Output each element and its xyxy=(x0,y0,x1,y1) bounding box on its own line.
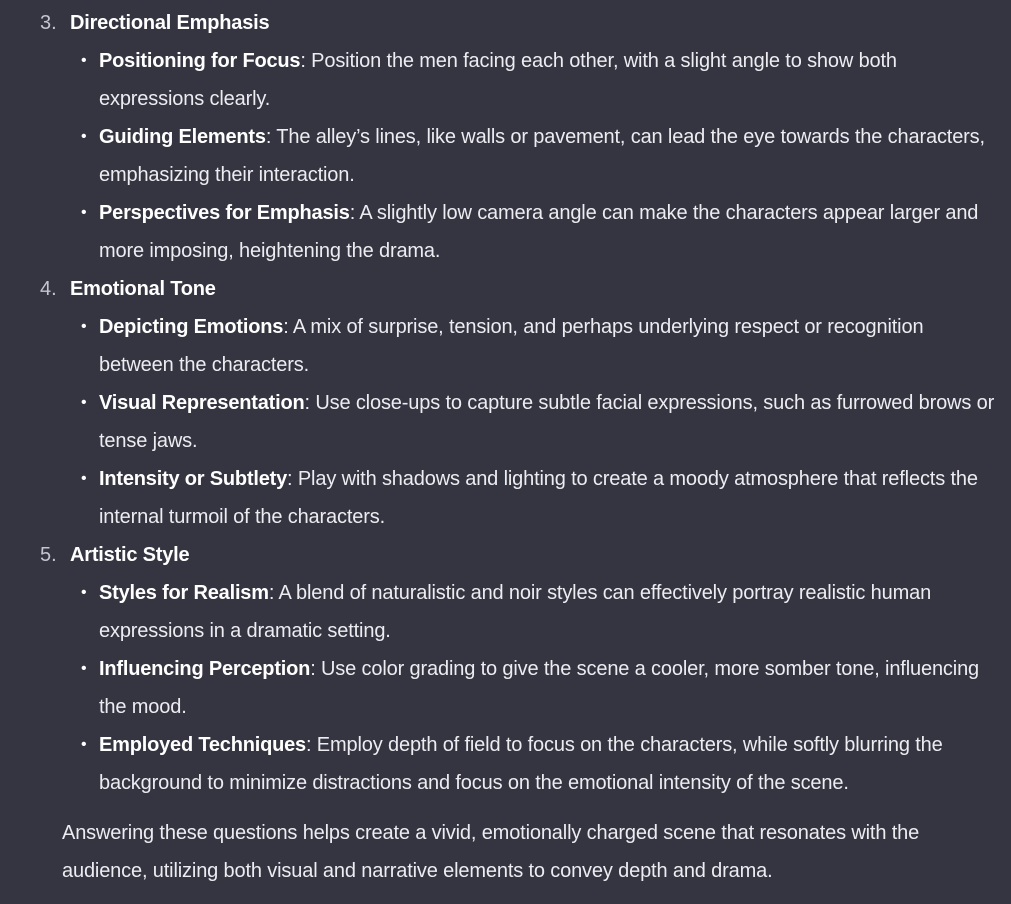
section-number: 4. xyxy=(40,278,57,300)
bullet-dot-icon: • xyxy=(81,660,87,677)
closing-paragraph: Answering these questions helps create a vivid, emotionally charged scene that resonates with the audience, utilizing both visual and narrative elements to convey depth and drama. xyxy=(62,822,920,882)
bullet-label: Depicting Emotions xyxy=(99,316,284,338)
bullet-text: : The alley’s lines, like walls or pavement, can lead the eye towards the characters, emphasizing their interaction. xyxy=(99,126,985,186)
bullet-label: Intensity or Subtlety xyxy=(99,468,288,490)
bullet-dot-icon: • xyxy=(81,736,87,753)
section-heading xyxy=(0,536,1011,574)
section-number: 5. xyxy=(40,544,57,566)
list-item xyxy=(0,460,1011,536)
section-heading xyxy=(0,270,1011,308)
bullet-text: : A slightly low camera angle can make the characters appear larger and more imposing, heightening the drama. xyxy=(99,202,979,262)
bullet-dot-icon: • xyxy=(81,470,87,487)
list-item xyxy=(0,574,1011,650)
list-item xyxy=(0,42,1011,118)
bullet-label: Guiding Elements xyxy=(99,126,266,148)
section-title: Emotional Tone xyxy=(70,278,216,300)
bullet-label: Perspectives for Emphasis xyxy=(99,202,350,224)
bullet-dot-icon: • xyxy=(81,394,87,411)
list-item xyxy=(0,726,1011,802)
bullet-text: : Use color grading to give the scene a cooler, more somber tone, influencing the mood. xyxy=(99,658,980,718)
bullet-text: : Position the men facing each other, with a slight angle to show both expressions clearly. xyxy=(99,50,897,110)
list-item xyxy=(0,194,1011,270)
bullet-label: Visual Representation xyxy=(99,392,305,414)
bullet-dot-icon: • xyxy=(81,584,87,601)
section-directional-emphasis xyxy=(0,4,1011,270)
bullet-label: Styles for Realism xyxy=(99,582,269,604)
bullet-dot-icon: • xyxy=(81,52,87,69)
section-title: Directional Emphasis xyxy=(70,12,270,34)
section-title: Artistic Style xyxy=(70,544,190,566)
section-emotional-tone xyxy=(0,270,1011,536)
list-item xyxy=(0,650,1011,726)
list-item xyxy=(0,308,1011,384)
bullet-dot-icon: • xyxy=(81,318,87,335)
bullet-list xyxy=(0,308,1011,536)
bullet-text: : Play with shadows and lighting to create a moody atmosphere that reflects the internal turmoil of the characters. xyxy=(99,468,978,528)
bullet-dot-icon: • xyxy=(81,204,87,221)
bullet-list xyxy=(0,574,1011,802)
list-item xyxy=(0,384,1011,460)
section-heading xyxy=(0,4,1011,42)
bullet-text: : Use close-ups to capture subtle facial expressions, such as furrowed brows or tense jaws. xyxy=(99,392,995,452)
bullet-text: : A blend of naturalistic and noir styles can effectively portray realistic human expressions in a dramatic setting. xyxy=(99,582,932,642)
bullet-label: Positioning for Focus xyxy=(99,50,301,72)
bullet-text: : Employ depth of field to focus on the characters, while softly blurring the background to minimize distractions and focus on the emotional intensity of the scene. xyxy=(99,734,943,794)
section-number: 3. xyxy=(40,12,57,34)
bullet-label: Influencing Perception xyxy=(99,658,311,680)
section-artistic-style xyxy=(0,536,1011,802)
bullet-label: Employed Techniques xyxy=(99,734,306,756)
list-item xyxy=(0,118,1011,194)
bullet-list xyxy=(0,42,1011,270)
bullet-text: : A mix of surprise, tension, and perhaps underlying respect or recognition between the characters. xyxy=(99,316,924,376)
bullet-dot-icon: • xyxy=(81,128,87,145)
